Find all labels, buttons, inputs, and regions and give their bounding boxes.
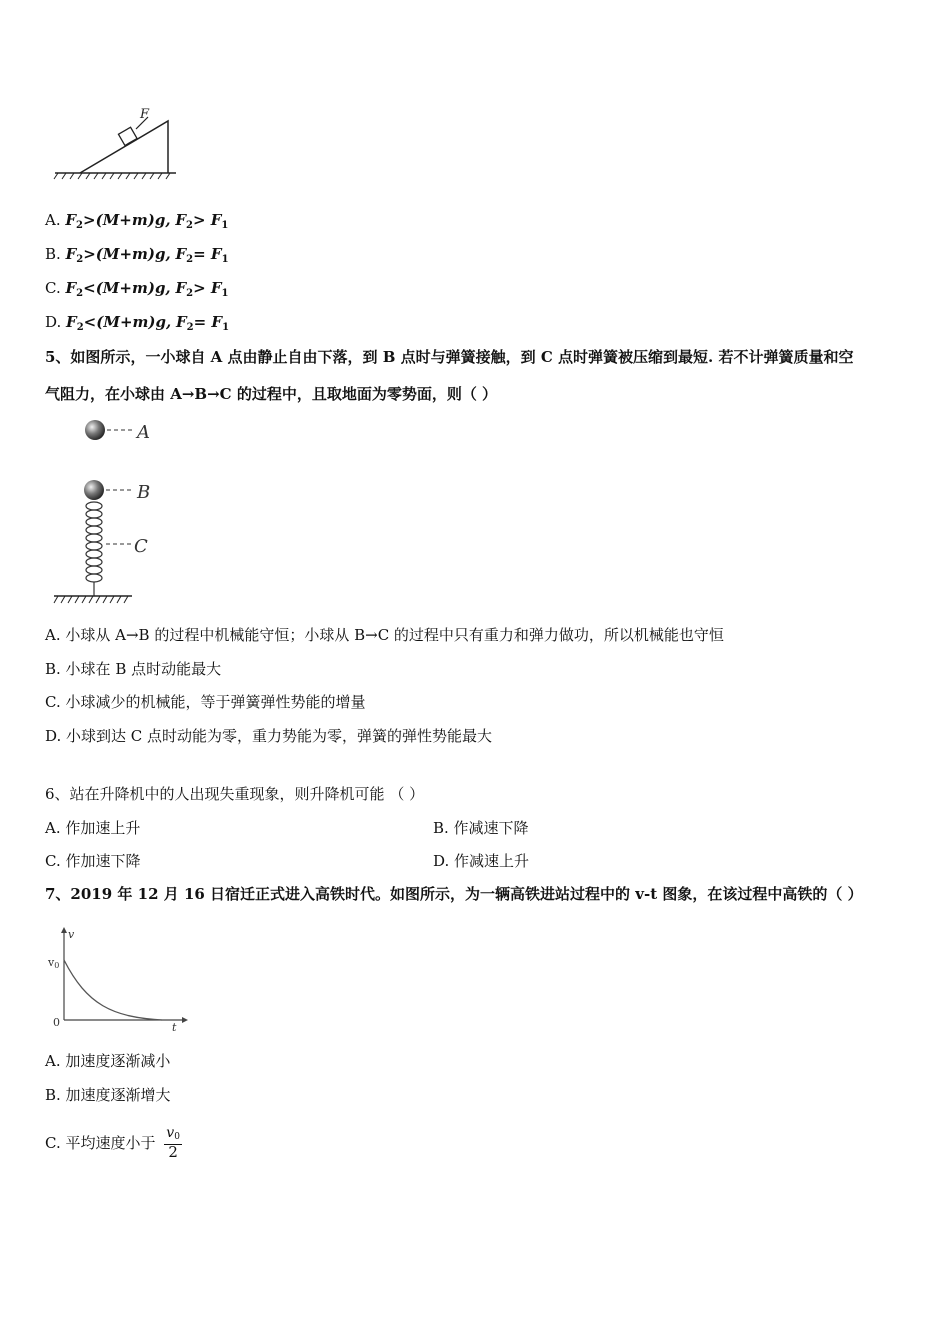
q6-option-a[interactable]: A. 作加速上升 — [45, 819, 141, 837]
fraction-v0-over-2: $\frac{v0}{2}$ — [166, 1125, 180, 1161]
label-b: B — [137, 482, 151, 503]
force-label: F — [140, 107, 150, 122]
q6-stem: 6、站在升降机中的人出现失重现象，则升降机可能 （ ） — [45, 785, 425, 803]
q7-stem: 7、2019 年 12 月 16 日宿迁正式进入高铁时代。如图所示，为一辆高铁进站过程中的 v-t 图象，在该过程中高铁的（ ） — [45, 885, 863, 903]
q4-option-d[interactable]: D. $F_2<(M+m)g$, $F_2= F_1$ — [45, 313, 230, 333]
q5-option-d[interactable]: D. 小球到达 C 点时动能为零，重力势能为零，弹簧的弹性势能最大 — [45, 727, 493, 745]
q6-option-b[interactable]: B. 作减速下降 — [433, 819, 529, 837]
spring — [86, 502, 102, 596]
vt-graph — [42, 925, 192, 1035]
ball-at-a — [85, 420, 105, 440]
q7-option-a[interactable]: A. 加速度逐渐减小 — [45, 1052, 171, 1070]
x-axis-label: t — [172, 1021, 177, 1034]
q5-stem-line1: 5、如图所示，一小球自 A 点由静止自由下落，到 B 点时与弹簧接触，到 C 点时弹簧被压缩到最短. 若不计弹簧质量和空 — [45, 348, 854, 366]
q5-option-b[interactable]: B. 小球在 B 点时动能最大 — [45, 660, 222, 678]
q7-option-b[interactable]: B. 加速度逐渐增大 — [45, 1086, 171, 1104]
q5-stem-line2: 气阻力，在小球由 A→B→C 的过程中，且取地面为零势面，则（ ） — [45, 385, 498, 403]
y-axis-label: v — [68, 928, 75, 941]
origin-label: 0 — [53, 1016, 60, 1029]
q6-option-d[interactable]: D. 作减速上升 — [433, 852, 530, 870]
q4-option-b[interactable]: B. $F_2>(M+m)g$, $F_2= F_1$ — [45, 245, 229, 265]
incline-figure — [50, 105, 185, 185]
q6-option-c[interactable]: C. 作加速下降 — [45, 852, 141, 870]
q5-option-c[interactable]: C. 小球减少的机械能，等于弹簧弹性势能的增量 — [45, 693, 366, 711]
label-a: A — [137, 422, 150, 443]
q5-option-a[interactable]: A. 小球从 A→B 的过程中机械能守恒；小球从 B→C 的过程中只有重力和弹力做功，所以机械能也守恒 — [45, 626, 724, 644]
q7-option-c-text: C. 平均速度小于 — [45, 1134, 156, 1152]
v0-label: v0 — [48, 956, 60, 970]
ball-at-b — [84, 480, 104, 500]
q4-option-a[interactable]: A. $F_2>(M+m)g$, $F_2> F_1$ — [45, 211, 229, 231]
q7-option-c[interactable] — [45, 1126, 182, 1159]
spring-ball-figure — [50, 418, 160, 608]
velocity-curve — [64, 960, 162, 1020]
q4-option-c[interactable]: C. $F_2<(M+m)g$, $F_2> F_1$ — [45, 279, 229, 299]
label-c: C — [134, 536, 148, 557]
